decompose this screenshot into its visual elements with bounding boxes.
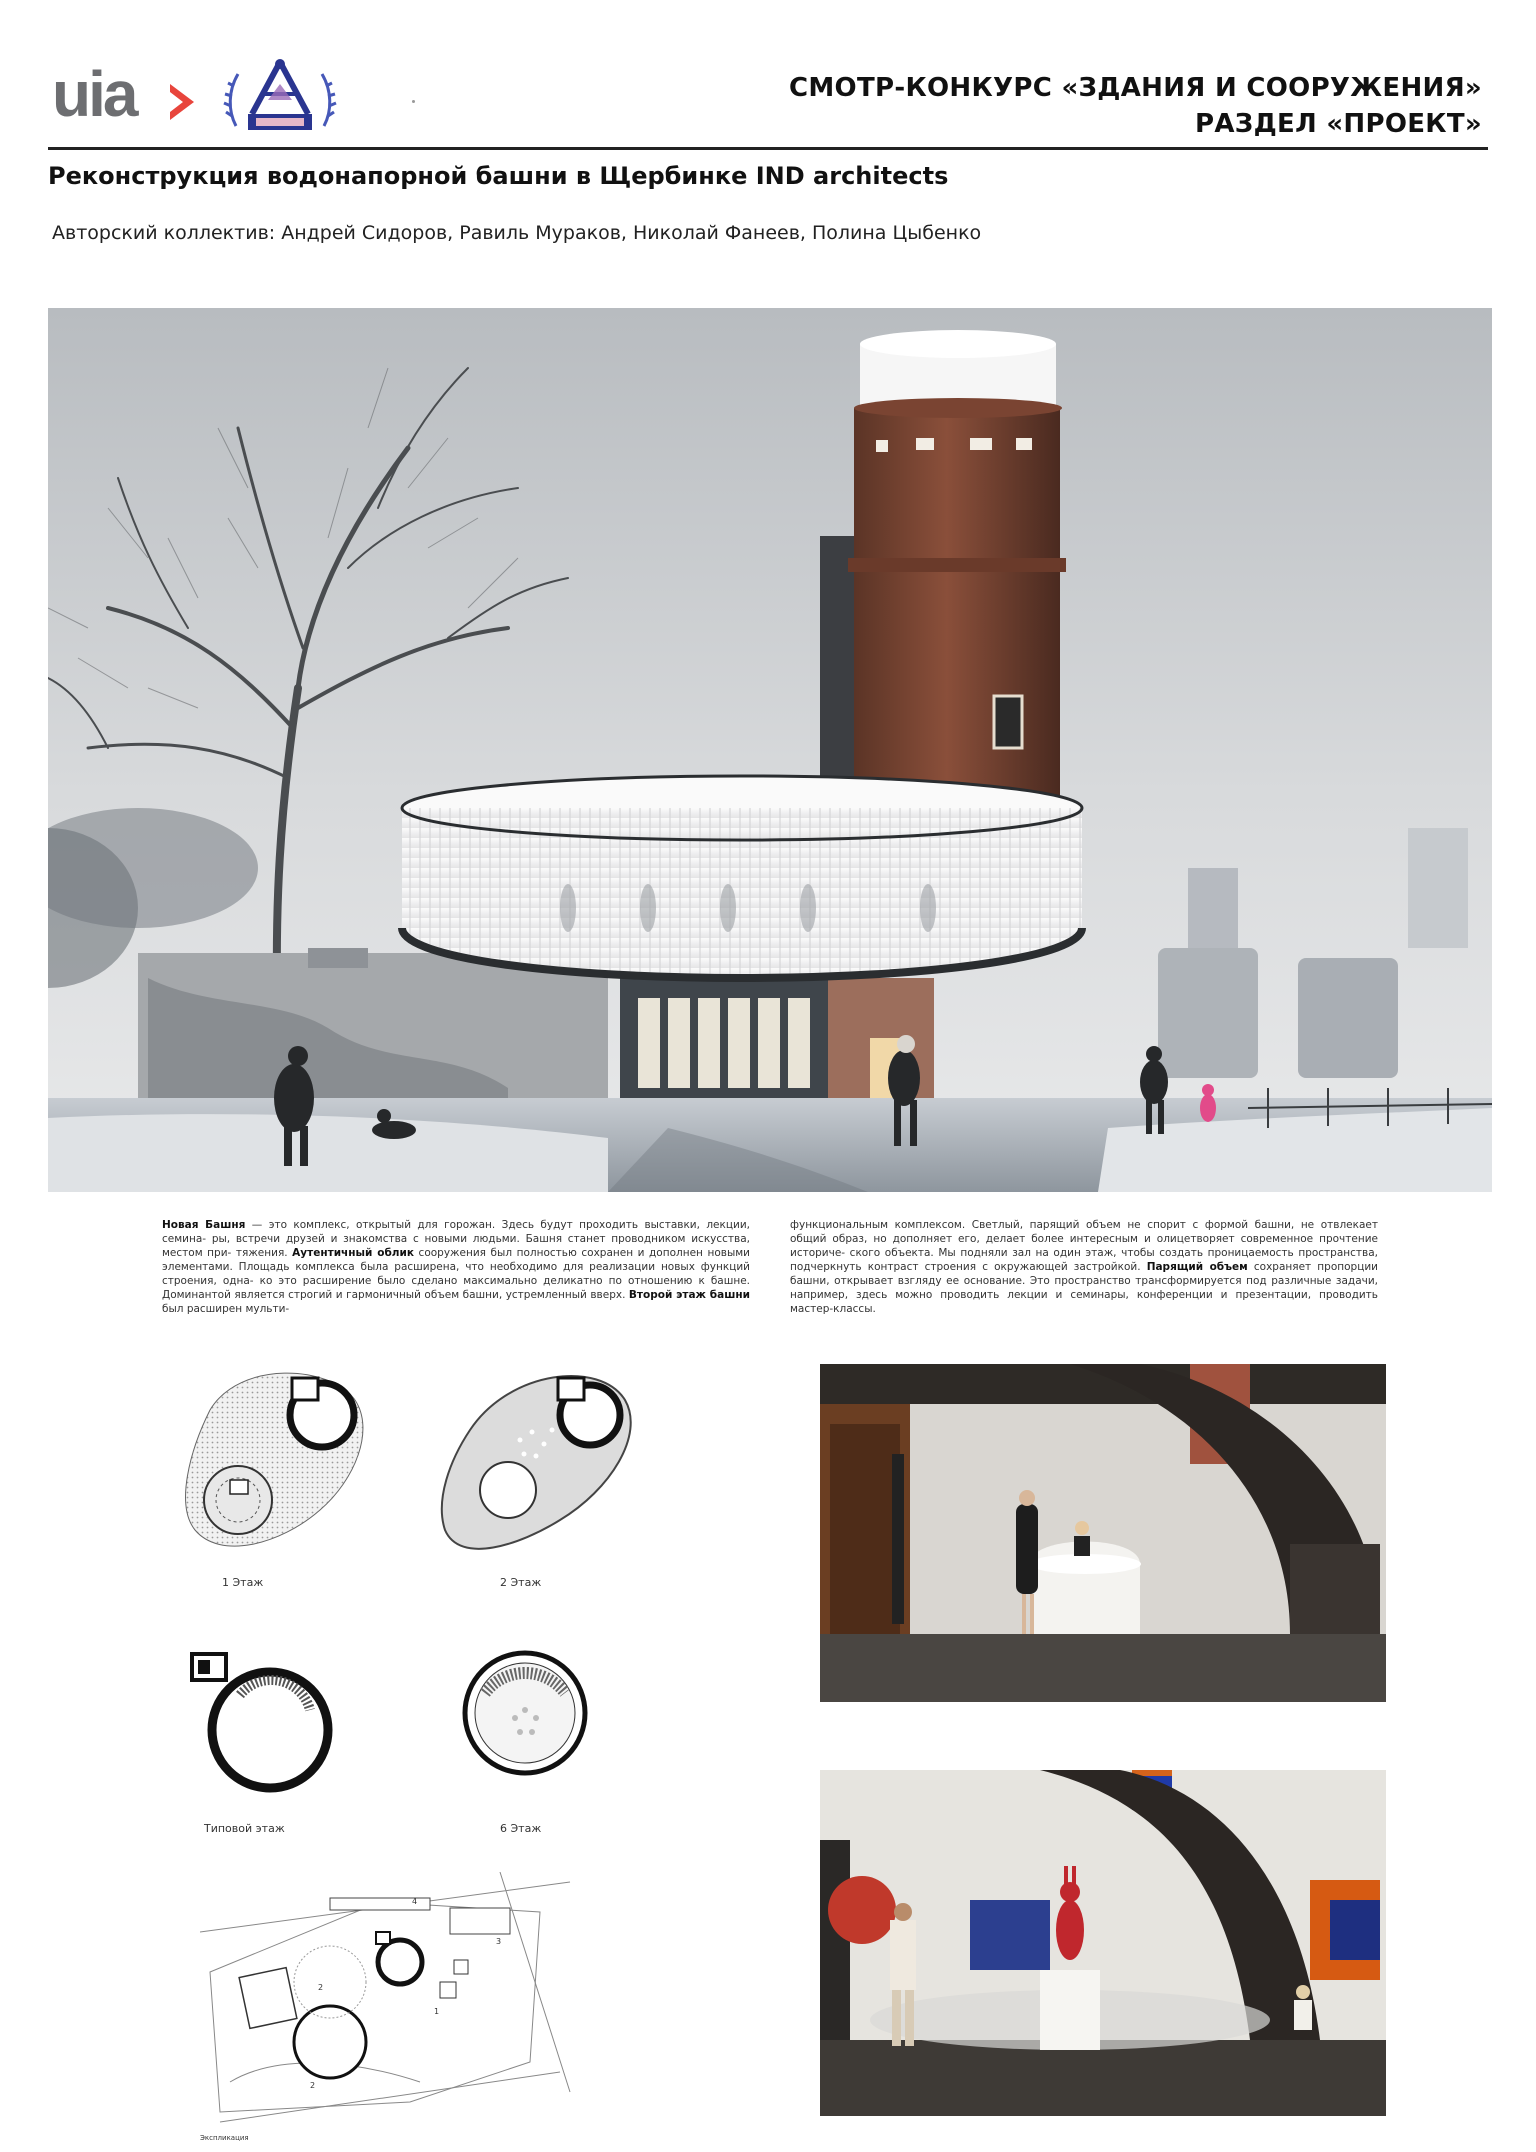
floor-plan-typical-drawing: [170, 1640, 350, 1800]
site-plan-number: 2: [310, 2081, 316, 2090]
interior-gallery-photo: [820, 1770, 1386, 2116]
uia-logo-text: uia: [52, 66, 136, 126]
description-left: [162, 1218, 750, 1316]
competition-title: СМОТР-КОНКУРС «ЗДАНИЯ И СООРУЖЕНИЯ»: [789, 73, 1482, 103]
desc-bold: Аутентичный облик: [292, 1247, 414, 1259]
site-plan-number: 2: [318, 1983, 324, 1992]
description-right: [790, 1218, 1378, 1316]
competition-header: [789, 70, 1482, 142]
floor-plan-6: [460, 1648, 590, 1778]
floor-plan-2: [440, 1370, 640, 1570]
floor-plan-1-drawing: [180, 1370, 380, 1570]
decorative-dot: [412, 100, 415, 103]
plan-label-1: 1 Этаж: [222, 1576, 264, 1589]
plan-label-typical: Типовой этаж: [204, 1822, 285, 1835]
site-plan-number: 3: [496, 1937, 502, 1946]
desc-text: сооружения был полностью сохранен и дополнен новыми элементами. Площадь комплекса была расширена, что необходимо для реализации новых функций строения, одна- ко это расширение было сделано максимально деликатно по отношению к башне. Доминантой является строгий и гармоничный объем башни, устремленный вверх.: [162, 1247, 750, 1301]
interior-reception-photo: [820, 1364, 1386, 1702]
header-divider: [48, 147, 1488, 150]
uia-logo: [52, 66, 202, 126]
compass-emblem-icon: [222, 56, 338, 136]
uia-arrow-icon: [170, 84, 194, 120]
desc-bold: Второй этаж башни: [628, 1289, 750, 1301]
desc-bold: Новая Башня: [162, 1219, 246, 1231]
project-title: Реконструкция водонапорной башни в Щербинке IND architects: [48, 162, 949, 190]
desc-text: функциональным комплексом. Светлый, парящий объем не спорит с формой башни, не отвлекает общий образ, но дополняет его, делает более интересным и олицетворяет современное прочтение историче- ского объекта. Мы подняли зал на один этаж, чтобы создать проницаемость пространства, подчеркнуть контраст строения с окружающей застройкой.: [790, 1219, 1378, 1273]
tower-exterior-render: [48, 308, 1492, 1192]
floor-plan-typical: [170, 1640, 350, 1800]
site-plan-number: 4: [412, 1897, 418, 1906]
site-plan-drawing: [200, 1872, 580, 2132]
project-authors: Авторский коллектив: Андрей Сидоров, Равиль Мураков, Николай Фанеев, Полина Цыбенко: [52, 222, 982, 244]
competition-section: РАЗДЕЛ «ПРОЕКТ»: [1195, 109, 1482, 139]
desc-text: — это комплекс, открытый для горожан. Здесь будут проходить выставки, лекции, семина- ры, встречи друзей и знакомства с новыми людьми. Башня станет проводником искусства, местом при- тяжения.: [162, 1219, 750, 1259]
plan-label-2: 2 Этаж: [500, 1576, 542, 1589]
floor-plan-2-drawing: [440, 1370, 640, 1570]
desc-text: сохраняет пропорции башни, открывает взгляду ее основание. Это пространство трансформируется под различные задачи, например, здесь можно проводить лекции и семинары, конференции и презентации, проводить мастер-классы.: [790, 1261, 1378, 1315]
union-architects-emblem: [222, 56, 338, 136]
site-plan-number: 1: [434, 2007, 440, 2016]
floor-plan-1: [180, 1370, 380, 1570]
desc-bold: Парящий объем: [1146, 1261, 1248, 1273]
desc-text: был расширен мульти-: [162, 1303, 290, 1315]
plan-label-site: Экспликация: [200, 2134, 249, 2142]
floor-plan-6-drawing: [460, 1648, 590, 1778]
plan-label-6: 6 Этаж: [500, 1822, 542, 1835]
site-plan: [200, 1872, 580, 2132]
